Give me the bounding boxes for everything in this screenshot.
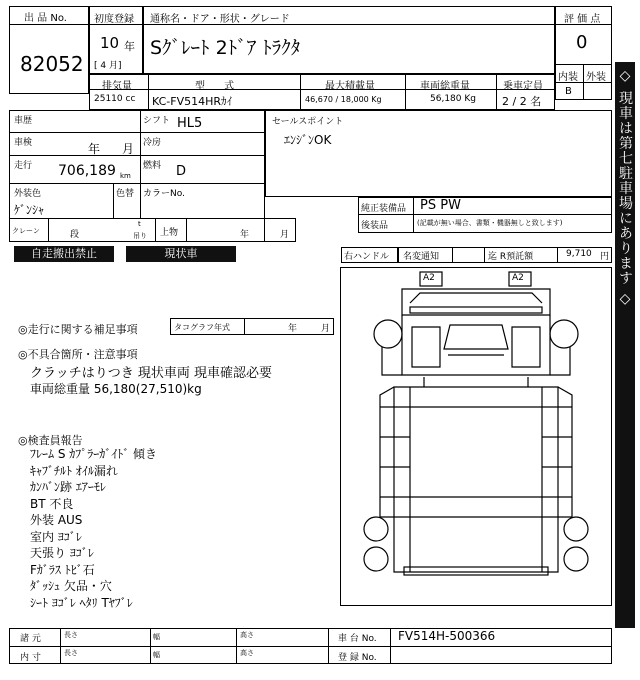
inspection-year-unit: 年 [88, 142, 101, 156]
inspector-report-list [30, 446, 330, 611]
dims-label: 諸 元 [20, 634, 41, 644]
capacity-label: 乗車定員 [503, 81, 543, 92]
first-reg-year: 10 [100, 34, 120, 52]
height-label: 高さ [240, 631, 254, 639]
right-handle-text: 右ハンドル [344, 252, 390, 262]
color-change-label: 色替 [116, 189, 135, 199]
yen-unit: 円 [600, 252, 610, 262]
as-is-badge: 現状車 [126, 246, 236, 262]
chassis-label: 車 台 No. [338, 634, 377, 644]
sales-point-value: ｴﾝｼﾞﾝOK [284, 133, 332, 147]
vehicle-diagram [340, 267, 612, 606]
gross-weight: 56,180 Kg [430, 94, 476, 104]
sales-point-label: セールスポイント [272, 117, 344, 127]
inspector-line: ﾀﾞｯｼｭ 欠品・穴 [30, 579, 112, 593]
first-reg-month: [ 4 月] [94, 61, 122, 71]
tacho-label: タコグラフ年式 [174, 323, 230, 332]
interior-length-label: 長さ [64, 649, 78, 657]
lot-label: 出 品 No. [24, 13, 67, 24]
gross-weight-label: 車両総重量 [420, 81, 470, 92]
crane-hang: 吊り [133, 232, 147, 240]
inspector-line: Fｶﾞﾗｽ ﾄﾋﾞ石 [30, 562, 95, 577]
aftermarket-label: 後装品 [361, 221, 389, 231]
shift-value: HL5 [177, 116, 203, 131]
rating-label: 評 価 点 [564, 14, 601, 25]
crane-ton: t [138, 220, 141, 228]
ac-label: 冷房 [143, 138, 162, 148]
history-label: 車歴 [14, 116, 33, 126]
shift-label: シフト [143, 116, 171, 126]
upper-label: 上物 [160, 228, 179, 238]
inspector-line: ｷｬﾌﾞﾁﾙﾄ ｵｲﾙ漏れ [30, 463, 118, 478]
model-label: 型 式 [195, 81, 243, 92]
inspector-line: BT 不良 [30, 496, 74, 511]
inspection-label: 車検 [14, 138, 33, 148]
diagram-mark-a2-left: A2 [423, 273, 435, 283]
defect-title: ◎不具合箇所・注意事項 [18, 348, 138, 361]
chassis-number: FV514H-500366 [398, 629, 496, 643]
rating-value: 0 [576, 32, 588, 53]
inspector-title: ◎検査員報告 [18, 434, 83, 447]
color-value: ｹﾞﾝｼｬ [14, 203, 45, 217]
no-self-drive-badge: 自走搬出禁止 [14, 246, 114, 262]
crane-label: クレーン [12, 227, 40, 235]
genuine-value: PS PW [420, 198, 461, 213]
capacity: 2 / 2 名 [502, 95, 542, 108]
fuel-label: 燃料 [143, 161, 162, 171]
mileage-unit: km [120, 172, 131, 180]
width-label: 幅 [153, 633, 160, 641]
interior-height-label: 高さ [240, 649, 254, 657]
upper-month: 月 [280, 230, 290, 240]
location-sidebar [615, 62, 635, 628]
location-notice: ◇ 現車は第七駐車場にあります ◇ [617, 68, 633, 308]
mileage-value: 706,189 [58, 163, 116, 179]
inspector-line: ﾌﾚｰﾑ S ｶﾌﾟﾗｰｶﾞｲﾄﾞ 傾き [30, 447, 158, 461]
defect-line-1: クラッチはりつき 現状車両 現車確認必要 [30, 366, 273, 381]
inspection-month-unit: 月 [122, 142, 135, 156]
inspector-line: 室内 ﾖｺﾞﾚ [30, 529, 82, 544]
model: KC-FV514HRｶｲ [152, 95, 233, 108]
genuine-label: 純正装備品 [361, 204, 407, 214]
inspector-line: 天張り ﾖｺﾞﾚ [30, 546, 94, 560]
color-no-label: カラーNo. [143, 189, 185, 199]
diagram-mark-a2-right: A2 [512, 273, 524, 283]
length-label: 長さ [64, 631, 78, 639]
vehicle-name: Sｸﾞﾚｰﾄ 2ﾄﾞｱ ﾄﾗｸﾀ [150, 37, 301, 59]
inspector-line: 外装 AUS [30, 513, 83, 527]
displacement: 25110 cc [94, 94, 136, 104]
lot-number: 82052 [20, 52, 84, 76]
vehicle-name-label: 通称名・ドア・形状・グレード [150, 14, 290, 25]
defect-line-2: 車両総重量 56,180(27,510)kg [30, 382, 202, 396]
mileage-label: 走行 [14, 161, 33, 171]
interior-grade: B [565, 86, 572, 97]
inspector-line: ｶﾝﾊﾞﾝ跡 ｴｱｰﾓﾚ [30, 480, 106, 494]
registration-label: 登 録 No. [338, 653, 377, 663]
recycle-deposit-label: 迄 R預託額 [488, 252, 534, 262]
exterior-label: 外装 [586, 72, 606, 83]
inspector-line: ｼｰﾄ ﾖｺﾞﾚ ﾍﾀﾘ Tﾔﾌﾞﾚ [30, 595, 133, 610]
first-reg-label: 初度登録 [94, 14, 134, 25]
recycle-deposit-value: 9,710 [566, 249, 592, 259]
interior-dims-label: 内 寸 [20, 653, 41, 663]
interior-label: 内装 [558, 72, 578, 83]
displacement-label: 排気量 [102, 81, 132, 92]
year-unit: 年 [124, 40, 135, 53]
tacho-year: 年 [288, 324, 298, 334]
tacho-month: 月 [321, 324, 331, 334]
crane-stage: 段 [70, 230, 80, 240]
color-label: 外装色 [14, 189, 42, 199]
name-change-label: 名変通知 [403, 252, 440, 262]
fuel-value: D [176, 164, 187, 179]
aftermarket-note: (記載が無い場合、書類・機器無しと致します) [417, 219, 563, 227]
max-load: 46,670 / 18,000 Kg [305, 95, 382, 104]
max-load-label: 最大積載量 [325, 81, 375, 92]
crane-row [9, 218, 296, 242]
upper-year: 年 [240, 230, 250, 240]
driving-notes-title: ◎走行に関する補足事項 [18, 323, 138, 336]
interior-width-label: 幅 [153, 651, 160, 659]
